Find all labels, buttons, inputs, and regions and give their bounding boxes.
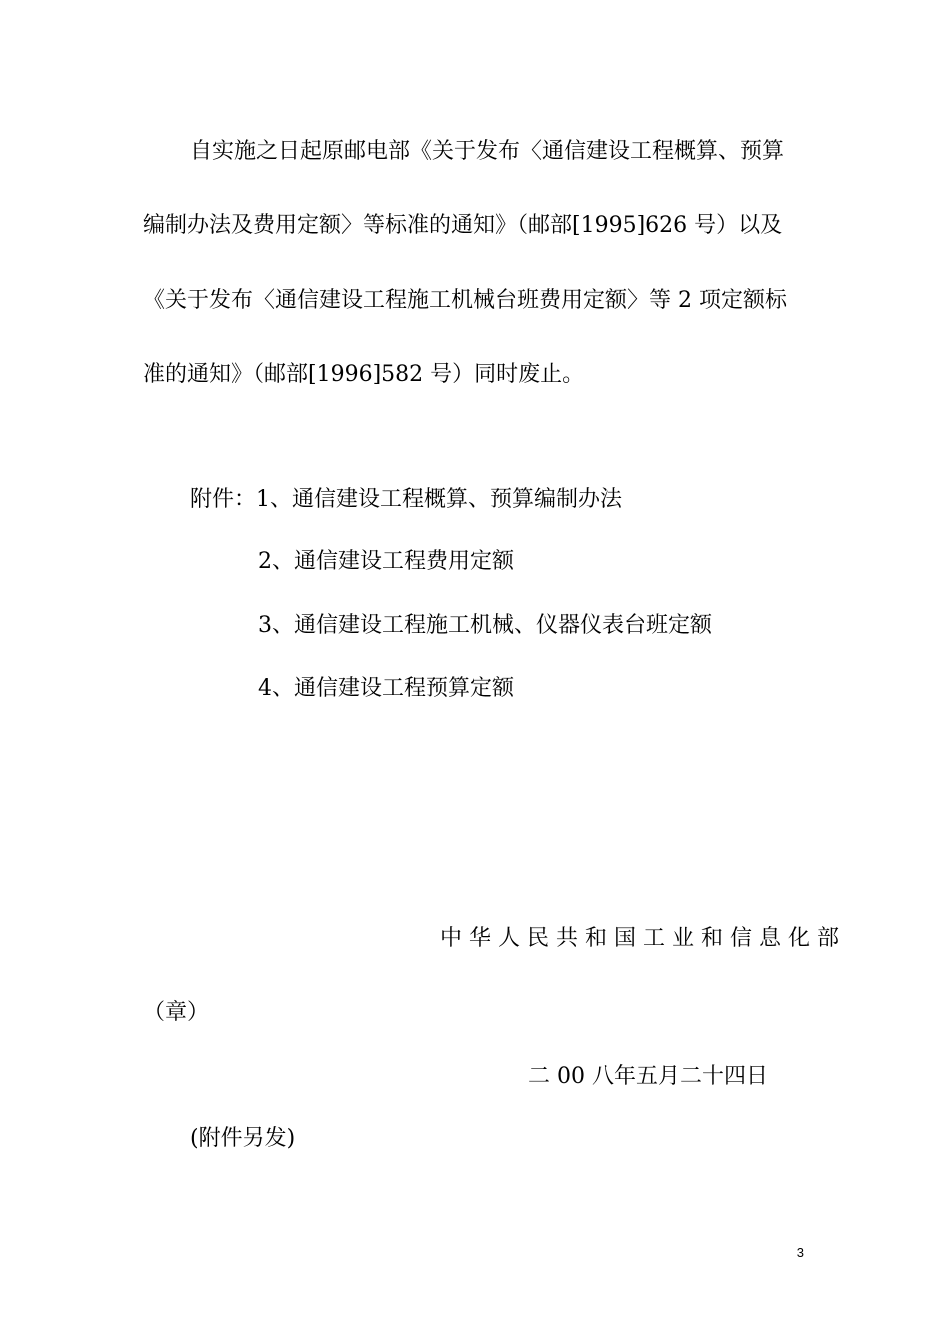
paragraph-line-2: 编制办法及费用定额〉等标准的通知》（邮部[1995]626 号）以及 <box>143 213 783 238</box>
attachment-heading: 附件：1、通信建设工程概算、预算编制办法 <box>190 487 622 512</box>
issuer-name: 中华人民共和国工业和信息化部 <box>440 926 847 951</box>
page-number: 3 <box>796 1245 804 1260</box>
attachment-item-4: 4、通信建设工程预算定额 <box>258 676 514 701</box>
paragraph-line-1: 自实施之日起原邮电部《关于发布〈通信建设工程概算、预算 <box>190 139 785 164</box>
issue-date: 二 00 八年五月二十四日 <box>528 1064 768 1089</box>
seal-mark: （章） <box>143 1000 210 1025</box>
attachment-item-2: 2、通信建设工程费用定额 <box>258 549 514 574</box>
attachment-note: (附件另发) <box>190 1126 296 1151</box>
paragraph-line-4: 准的通知》（邮部[1996]582 号）同时废止。 <box>143 362 585 387</box>
attachment-item-3: 3、通信建设工程施工机械、仪器仪表台班定额 <box>258 613 712 638</box>
paragraph-line-3: 《关于发布〈通信建设工程施工机械台班费用定额〉等 2 项定额标 <box>143 288 787 313</box>
